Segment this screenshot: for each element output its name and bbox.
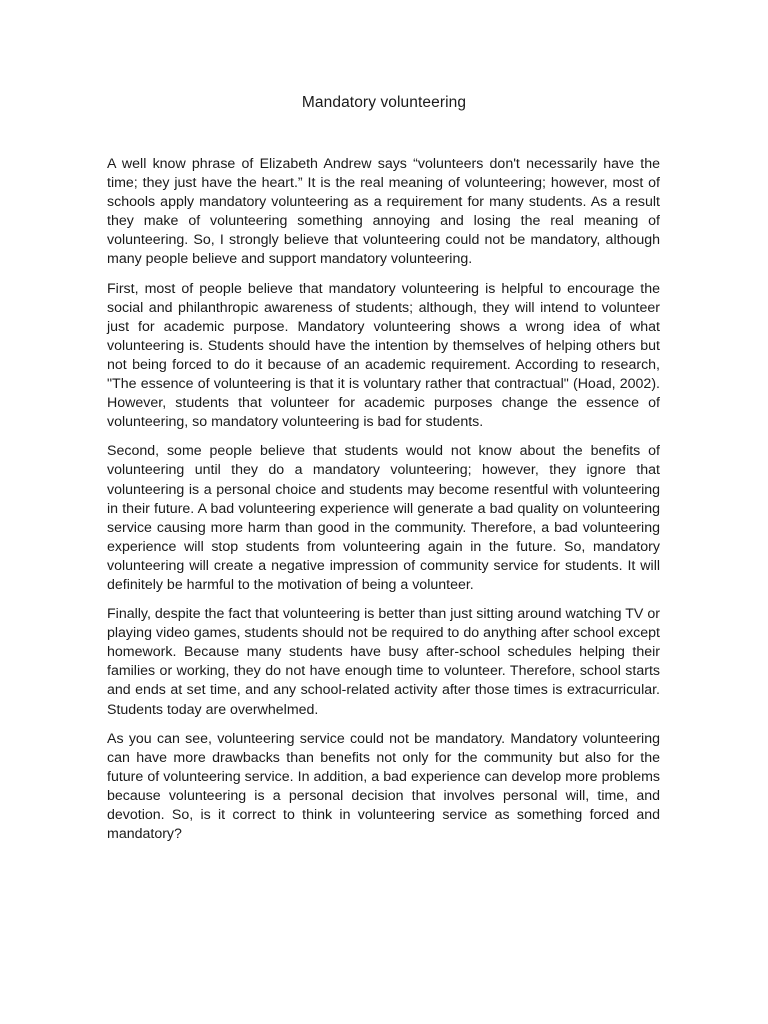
document-title: Mandatory volunteering [301, 94, 467, 111]
document-body [107, 155, 660, 854]
paragraph-second-argument: Second, some people believe that students would not know about the benefits of volunteering until they do a mandatory volunteering; however, they ignore that volunteering is a personal choice and students may become resentful with volunteering in their future. A bad volunteering experience will generate a bad quality on volunteering service causing more harm than good in the community. Therefore, a bad volunteering experience will stop students from volunteering again in the future. So, mandatory volunteering will create a negative impression of community service for students. It will definitely be harmful to the motivation of being a volunteer. [107, 443, 660, 593]
paragraph-first-argument: First, most of people believe that mandatory volunteering is helpful to encourage the social and philanthropic awareness of students; although, they will intend to volunteer just for academic purpose. Mandatory volunteering shows a wrong idea of what volunteering is. Students should have the intention by themselves of helping others but not being forced to do it because of an academic requirement. According to research, "The essence of volunteering is that it is voluntary rather that contractual" (Hoad, 2002). However, students that volunteer for academic purposes change the essence of volunteering, so mandatory volunteering is bad for students. [107, 280, 660, 431]
paragraph-third-argument: Finally, despite the fact that volunteering is better than just sitting around watching TV or playing video games, students should not be required to do anything after school except homework. Because many students have busy after-school schedules helping their families or working, they do not have enough time to volunteer. Therefore, school starts and ends at set time, and any school-related activity after those times is extracurricular. Students today are overwhelmed. [107, 606, 660, 718]
paragraph-intro: A well know phrase of Elizabeth Andrew says “volunteers don't necessarily have the time; they just have the heart.” It is the real meaning of volunteering; however, most of schools apply mandatory volunteering as a requirement for many students. As a result they make of volunteering something annoying and losing the real meaning of volunteering. So, I strongly believe that volunteering could not be mandatory, although many people believe and support mandatory volunteering. [107, 156, 660, 268]
paragraph-conclusion: As you can see, volunteering service could not be mandatory. Mandatory volunteering can have more drawbacks than benefits not only for the community but also for the future of volunteering service. In addition, a bad experience can develop more problems because volunteering is a personal decision that involves personal will, time, and devotion. So, is it correct to think in volunteering service as something forced and mandatory? [107, 730, 660, 843]
